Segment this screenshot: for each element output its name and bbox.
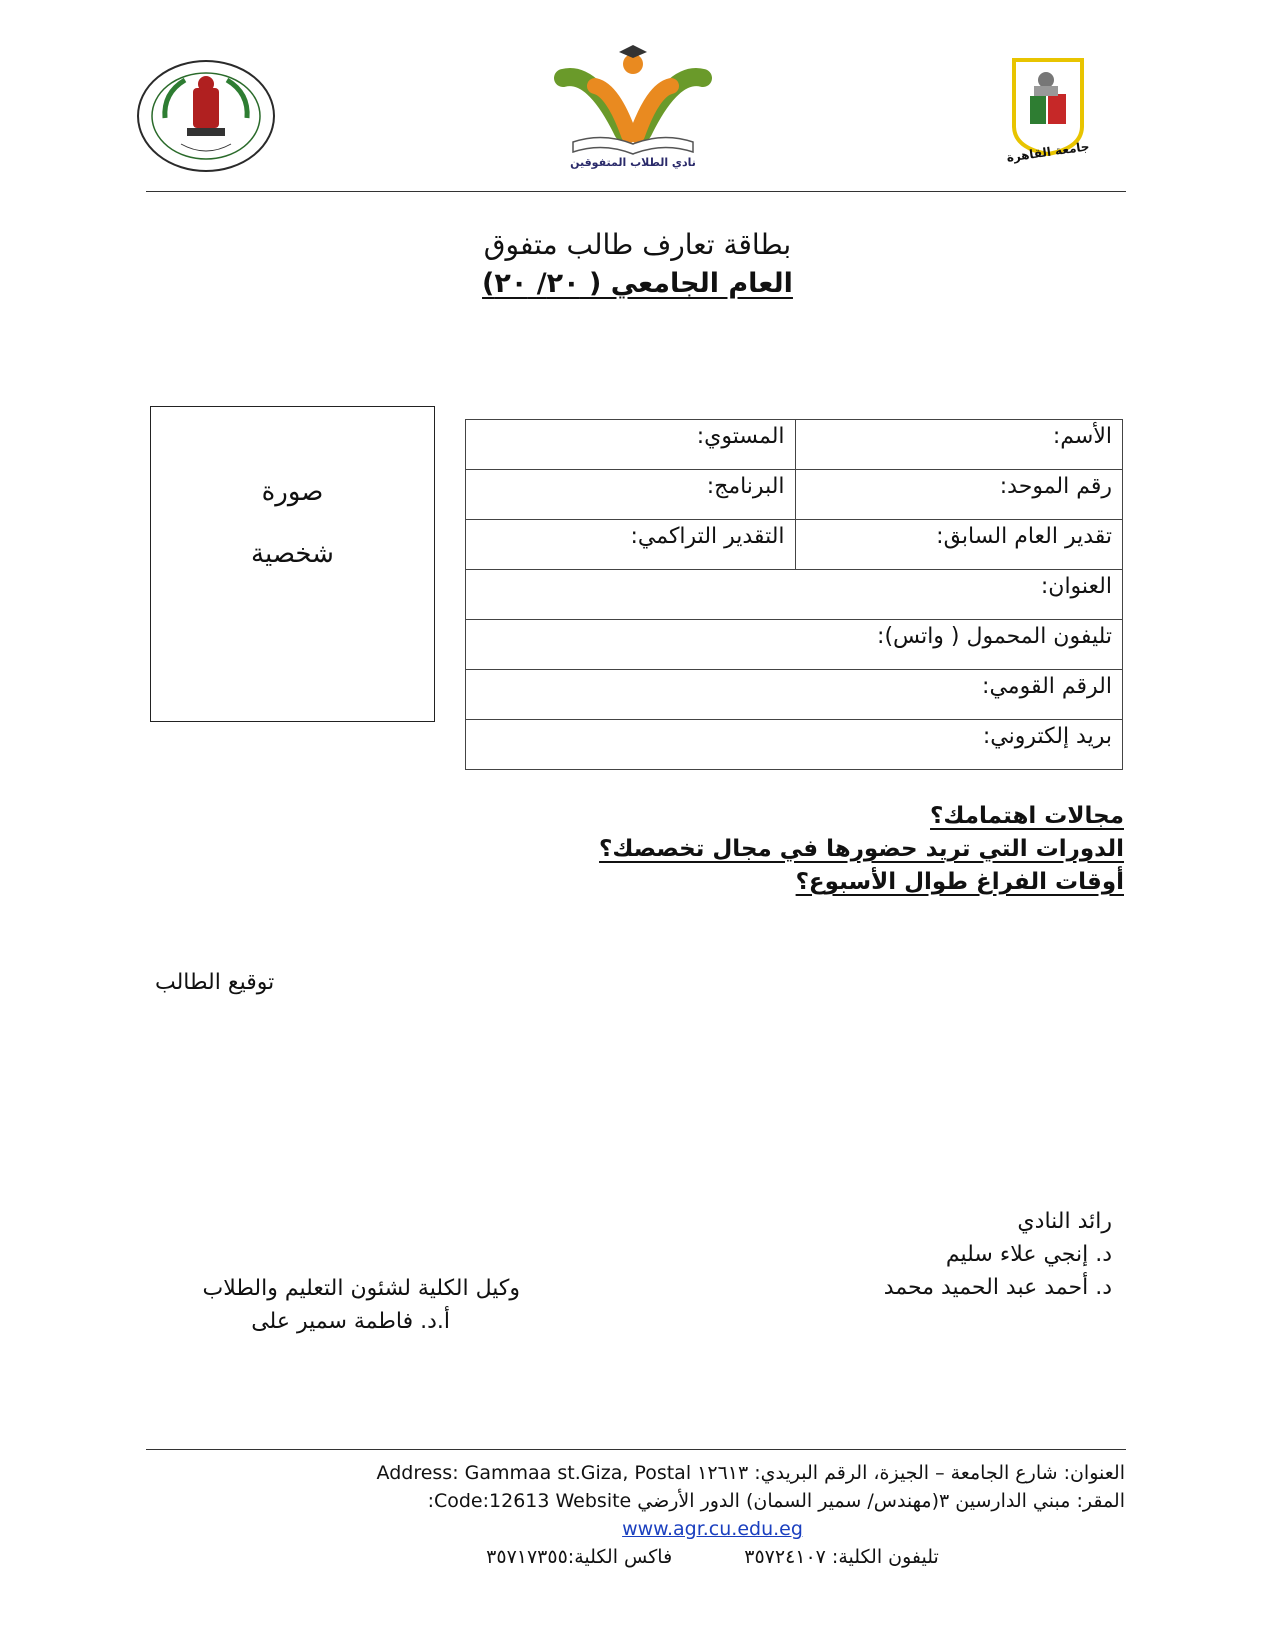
cumulative-grade-field[interactable]: التقدير التراكمي: <box>466 520 796 570</box>
table-row <box>466 470 1123 520</box>
club-leader-person2: د. أحمد عبد الحميد محمد <box>883 1275 1112 1300</box>
club-leader-person1: د. إنجي علاء سليم <box>945 1242 1112 1267</box>
club-leader-title: رائد النادي <box>1017 1209 1112 1234</box>
questions-block <box>600 800 1124 899</box>
question-free-time[interactable]: أوقات الفراغ طوال الأسبوع؟ <box>795 869 1124 895</box>
photo-box <box>150 406 435 722</box>
table-row <box>466 520 1123 570</box>
form-title: بطاقة تعارف طالب متفوق <box>483 228 792 261</box>
mobile-field[interactable]: تليفون المحمول ( واتس): <box>466 620 1123 670</box>
footer-contacts <box>300 1543 1125 1571</box>
footer-location: المقر: مبني الدارسين ٣(مهندس/ سمير السمان) الدور الأرضي Code:12613 Website: <box>427 1490 1125 1512</box>
faculty-of-agriculture-seal-icon <box>135 58 277 174</box>
name-field[interactable]: الأسم: <box>795 420 1122 470</box>
club-leader-block <box>700 1205 1112 1304</box>
question-interests[interactable]: مجالات اهتمامك؟ <box>930 803 1124 829</box>
table-row <box>466 420 1123 470</box>
student-info-table <box>465 419 1123 770</box>
academic-year-text: العام الجامعي ( ٢٠/ ٢٠) <box>482 268 793 299</box>
photo-label-line2: شخصية <box>251 539 334 569</box>
question-courses[interactable]: الدورات التي تريد حضورها في مجال تخصصك؟ <box>599 836 1124 862</box>
footer <box>300 1459 1125 1571</box>
prev-year-grade-field[interactable]: تقدير العام السابق: <box>795 520 1122 570</box>
footer-website-line <box>300 1515 1125 1543</box>
level-field[interactable]: المستوي: <box>466 420 796 470</box>
footer-fax: فاكس الكلية:٣٥٧١٧٣٥٥ <box>486 1546 673 1568</box>
table-row <box>466 570 1123 620</box>
vice-dean-name: أ.د. فاطمة سمير على <box>251 1309 450 1334</box>
footer-phone: تليفون الكلية: ٣٥٧٢٤١٠٧ <box>744 1546 939 1568</box>
cu-logo-caption: جامعة القاهرة <box>1005 139 1091 165</box>
table-row <box>466 670 1123 720</box>
email-field[interactable]: بريد إلكتروني: <box>466 720 1123 770</box>
academic-year <box>0 268 1275 299</box>
club-logo-caption: نادي الطلاب المتفوقين <box>570 156 696 169</box>
footer-divider <box>146 1449 1126 1450</box>
table-row <box>466 620 1123 670</box>
address-field[interactable]: العنوان: <box>466 570 1123 620</box>
vice-dean-block <box>190 1272 520 1338</box>
website-link[interactable]: www.agr.cu.edu.eg <box>622 1518 803 1540</box>
student-signature-label: توقيع الطالب <box>155 970 275 995</box>
footer-address: العنوان: شارع الجامعة – الجيزة، الرقم البريدي: ١٢٦١٣ Address: Gammaa st.Giza, Postal <box>376 1462 1125 1484</box>
vice-dean-title: وكيل الكلية لشئون التعليم والطلاب <box>202 1276 520 1301</box>
header-divider <box>146 191 1126 192</box>
program-field[interactable]: البرنامج: <box>466 470 796 520</box>
photo-label-line1: صورة <box>261 477 324 507</box>
table-row <box>466 720 1123 770</box>
unified-id-field[interactable]: رقم الموحد: <box>795 470 1122 520</box>
national-id-field[interactable]: الرقم القومي: <box>466 670 1123 720</box>
